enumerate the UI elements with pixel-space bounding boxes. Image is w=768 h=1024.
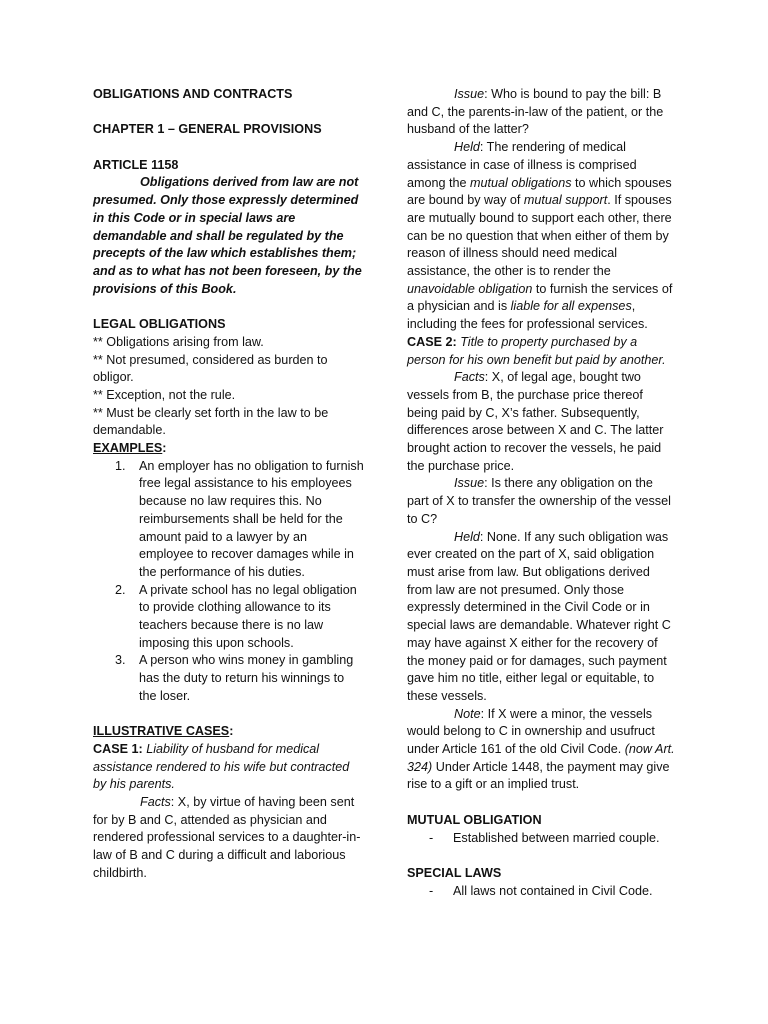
held-text: . If spouses are mutually bound to support each other, there can be no question that when either of them by reason of illness should need medical assistance, the other is to render the [407,193,672,279]
bullet-item: ** Exception, not the rule. [93,387,236,402]
held-emphasis: mutual support [523,193,608,208]
case1-issue [407,86,677,139]
bullet-item: ** Obligations arising from law. [93,334,264,349]
held-emphasis: unavoidable obligation [407,281,533,296]
held-text: : None. If any such obligation was ever created on the part of X, said obligation must arise from law. But obligations derived from law are not presumed. Only those expressly determined in the Civil Code or in special laws are demandable. Whatever right C may have against X either for the recovery of the money paid or for damages, such payment gave him no title, either legal or equitable, to these vessels. [407,529,671,703]
examples-heading-text: EXAMPLES [93,441,163,456]
mutual-obligation-heading: MUTUAL OBLIGATION [407,812,542,827]
dash-marker: - [429,830,434,845]
examples-list [93,458,365,706]
issue-label: Issue [454,87,485,101]
note-label: Note [454,706,481,721]
right-column [407,86,677,900]
bullet-item: ** Must be clearly set forth in the law to be demandable. [93,405,329,438]
note-text: Under Article 1448, the payment may give rise to a gift or an implied trust. [407,759,670,792]
held-text: to which spouses are bound by way of [407,175,672,208]
special-laws-item [407,883,677,901]
list-number: 1. [115,458,126,473]
case2-facts [407,369,677,475]
cases-heading [93,723,365,741]
case2-label: CASE 2: [407,334,457,349]
bullet-item: ** Not presumed, considered as burden to obligor. [93,352,328,385]
held-text: to furnish the services of a physician and is [407,281,673,314]
list-item [93,652,365,705]
facts-text: : X, by virtue of having been sent for by B and C, attended as physician and rendered professional services to a daughter-in-law of B and C during a difficult and laborious childbirth. [93,795,361,880]
item-text: Established between married couple. [453,830,660,845]
item-text: All laws not contained in Civil Code. [453,883,653,898]
case1-title-text: Liability of husband for medical assistance rendered to his wife but contracted by his parents. [93,741,350,792]
held-emphasis: liable for all expenses [510,299,632,314]
list-text: An employer has no obligation to furnish free legal assistance to his employees because no law requires this. No reimbursements shall be held for the amount paid to a lawyer by an employee to recover damages while in the performance of his duties. [139,458,364,579]
case2-note [407,706,677,795]
case1-facts [93,794,365,883]
list-number: 3. [115,653,126,668]
case2-held [407,529,677,706]
document-title: OBLIGATIONS AND CONTRACTS [93,87,293,101]
examples-heading [93,440,365,458]
note-text: : If X were a minor, the vessels would belong to C in ownership and usufruct under Article 161 of the old Civil Code. [407,706,655,757]
list-item [93,582,365,653]
held-label: Held [454,140,480,155]
left-column [93,86,365,883]
special-laws-heading: SPECIAL LAWS [407,865,502,880]
held-emphasis: mutual obligations [470,175,572,190]
examples-colon: : [162,441,167,456]
case2-title [407,334,677,369]
list-number: 2. [115,582,126,597]
issue-text: : Is there any obligation on the part of X to transfer the ownership of the vessel to C? [407,476,671,526]
list-text: A private school has no legal obligation to provide clothing allowance to its teachers because there is no law imposing this upon schools. [139,582,357,650]
article-heading: ARTICLE 1158 [93,157,179,172]
case1-held [407,139,677,334]
case1-label: CASE 1: [93,741,143,756]
held-text: : The rendering of medical assistance in case of illness is comprised among the [407,140,637,190]
article-text: Obligations derived from law are not presumed. Only those expressly determined in this Code or in special laws are demandable and shall be regulated by the precepts of the law which establishes them; and as to what has not been foreseen, by the provisions of this Book. [93,175,362,296]
cases-heading-text: ILLUSTRATIVE CASES [93,724,230,739]
held-label: Held [454,529,480,544]
facts-label: Facts [140,795,171,810]
case2-title-text: Title to property purchased by a person for his own benefit but paid by another. [407,334,666,367]
note-paren: (now Art. 324) [407,742,675,774]
issue-label: Issue [454,476,485,491]
list-item [93,458,365,582]
facts-label: Facts [454,370,485,385]
facts-text: : X, of legal age, bought two vessels from B, the purchase price thereof being paid by C, X’s father. Subsequently, differences arose between X and C. The latter brought action to recover the vessels, he paid the purchase price. [407,370,664,473]
held-text: , including the fees for professional services. [407,299,648,332]
chapter-heading: CHAPTER 1 – GENERAL PROVISIONS [93,122,322,137]
mutual-obligation-item [407,830,677,848]
issue-text: : Who is bound to pay the bill: B and C, the parents-in-law of the patient, or the husband of the latter? [407,87,664,137]
case1-title [93,741,365,794]
case2-issue [407,475,677,528]
legal-obligations-heading: LEGAL OBLIGATIONS [93,317,226,332]
dash-marker: - [429,883,434,898]
list-text: A person who wins money in gambling has the duty to return his winnings to the loser. [139,653,354,703]
cases-colon: : [229,724,234,739]
